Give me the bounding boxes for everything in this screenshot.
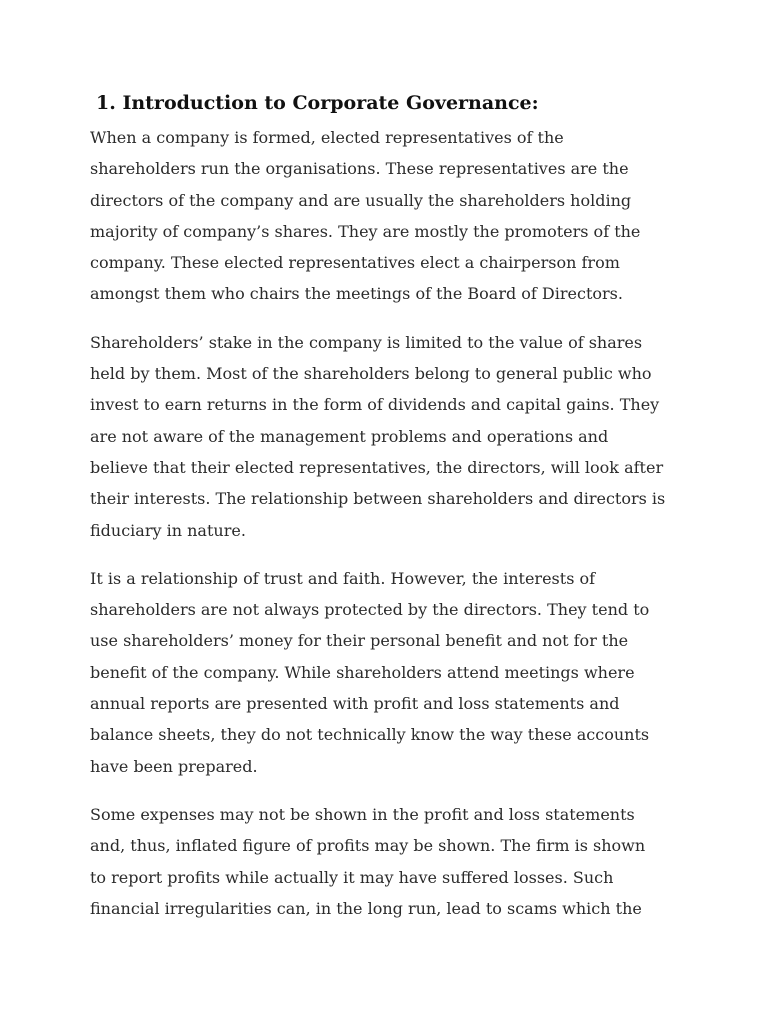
- text-line: fiduciary in nature.: [90, 520, 246, 540]
- text-line: and, thus, inflated figure of profits may be shown. The firm is shown: [90, 836, 646, 856]
- text-line: directors of the company and are usually the shareholders holding: [90, 190, 632, 210]
- text-line: have been prepared.: [90, 756, 258, 776]
- body-text: [90, 122, 690, 941]
- text-line: annual reports are presented with profit and loss statements and: [90, 694, 620, 714]
- text-line: amongst them who chairs the meetings of the Board of Directors.: [90, 284, 623, 304]
- paragraph-3: [90, 563, 690, 782]
- text-line: benefit of the company. While shareholders attend meetings where: [90, 662, 635, 682]
- text-line: company. These elected representatives elect a chairperson from: [90, 253, 620, 273]
- text-line: shareholders run the organisations. These representatives are the: [90, 159, 629, 179]
- text-line: Some expenses may not be shown in the profit and loss statements: [90, 804, 635, 824]
- paragraph-2: [90, 327, 690, 546]
- text-line: are not aware of the management problems and operations and: [90, 426, 609, 446]
- text-line: financial irregularities can, in the long run, lead to scams which the: [90, 898, 642, 918]
- paragraph-1: [90, 122, 690, 310]
- text-line: shareholders are not always protected by the directors. They tend to: [90, 600, 650, 620]
- text-line: majority of company’s shares. They are mostly the promoters of the: [90, 221, 641, 241]
- text-line: invest to earn returns in the form of dividends and capital gains. They: [90, 395, 660, 415]
- text-line: held by them. Most of the shareholders belong to general public who: [90, 364, 652, 384]
- text-line: When a company is formed, elected representatives of the: [90, 128, 564, 147]
- section-heading: 1. Introduction to Corporate Governance:: [96, 92, 539, 114]
- text-line: Shareholders’ stake in the company is limited to the value of shares: [90, 332, 643, 352]
- text-line: balance sheets, they do not technically know the way these accounts: [90, 725, 650, 745]
- text-line: their interests. The relationship between shareholders and directors is: [90, 489, 666, 509]
- text-line: believe that their elected representatives, the directors, will look after: [90, 457, 664, 477]
- paragraph-4: [90, 799, 690, 924]
- text-line: use shareholders’ money for their personal benefit and not for the: [90, 631, 629, 651]
- text-line: to report profits while actually it may have suffered losses. Such: [90, 867, 614, 887]
- text-line: It is a relationship of trust and faith. However, the interests of: [90, 568, 596, 588]
